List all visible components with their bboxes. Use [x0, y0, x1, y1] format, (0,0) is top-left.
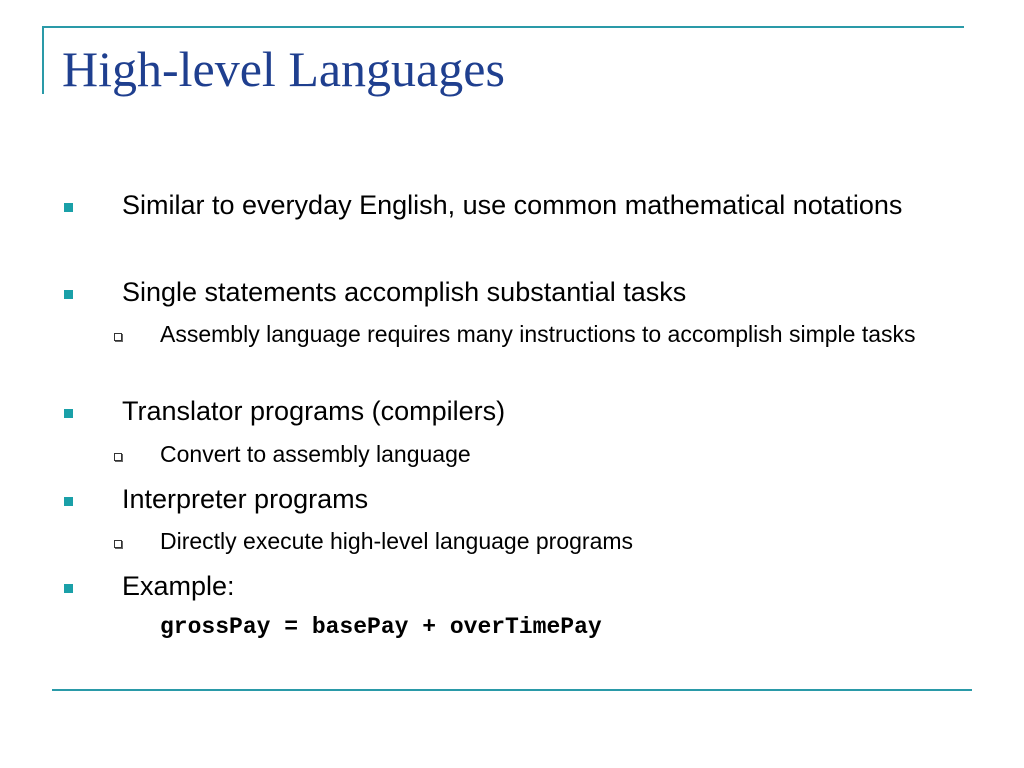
sub-bullet-text: Directly execute high-level language programs: [160, 528, 634, 554]
bullet-square-icon: [64, 290, 73, 299]
code-example: grossPay = basePay + overTimePay: [160, 614, 602, 640]
bullet-square-icon: [64, 497, 73, 506]
bullet-square-icon: [64, 409, 73, 418]
bullet-text: Interpreter programs: [122, 484, 369, 514]
bullet-text: Single statements accomplish substantial tasks: [122, 277, 687, 307]
slide-title: High-level Languages: [62, 41, 505, 97]
footer-rule: [52, 689, 972, 691]
sub-bullet-box-icon: [114, 453, 122, 461]
bullet-text: Similar to everyday English, use common mathematical notations: [122, 190, 903, 220]
bullet-square-icon: [64, 584, 73, 593]
sub-bullet-text: Convert to assembly language: [160, 441, 471, 467]
bullet-square-icon: [64, 203, 73, 212]
bullet-text: Translator programs (compilers): [122, 396, 506, 426]
sub-bullet-text: Assembly language requires many instructions to accomplish simple tasks: [160, 321, 916, 347]
bullet-text: Example:: [122, 571, 235, 601]
sub-bullet-box-icon: [114, 540, 122, 548]
sub-bullet-box-icon: [114, 333, 122, 341]
